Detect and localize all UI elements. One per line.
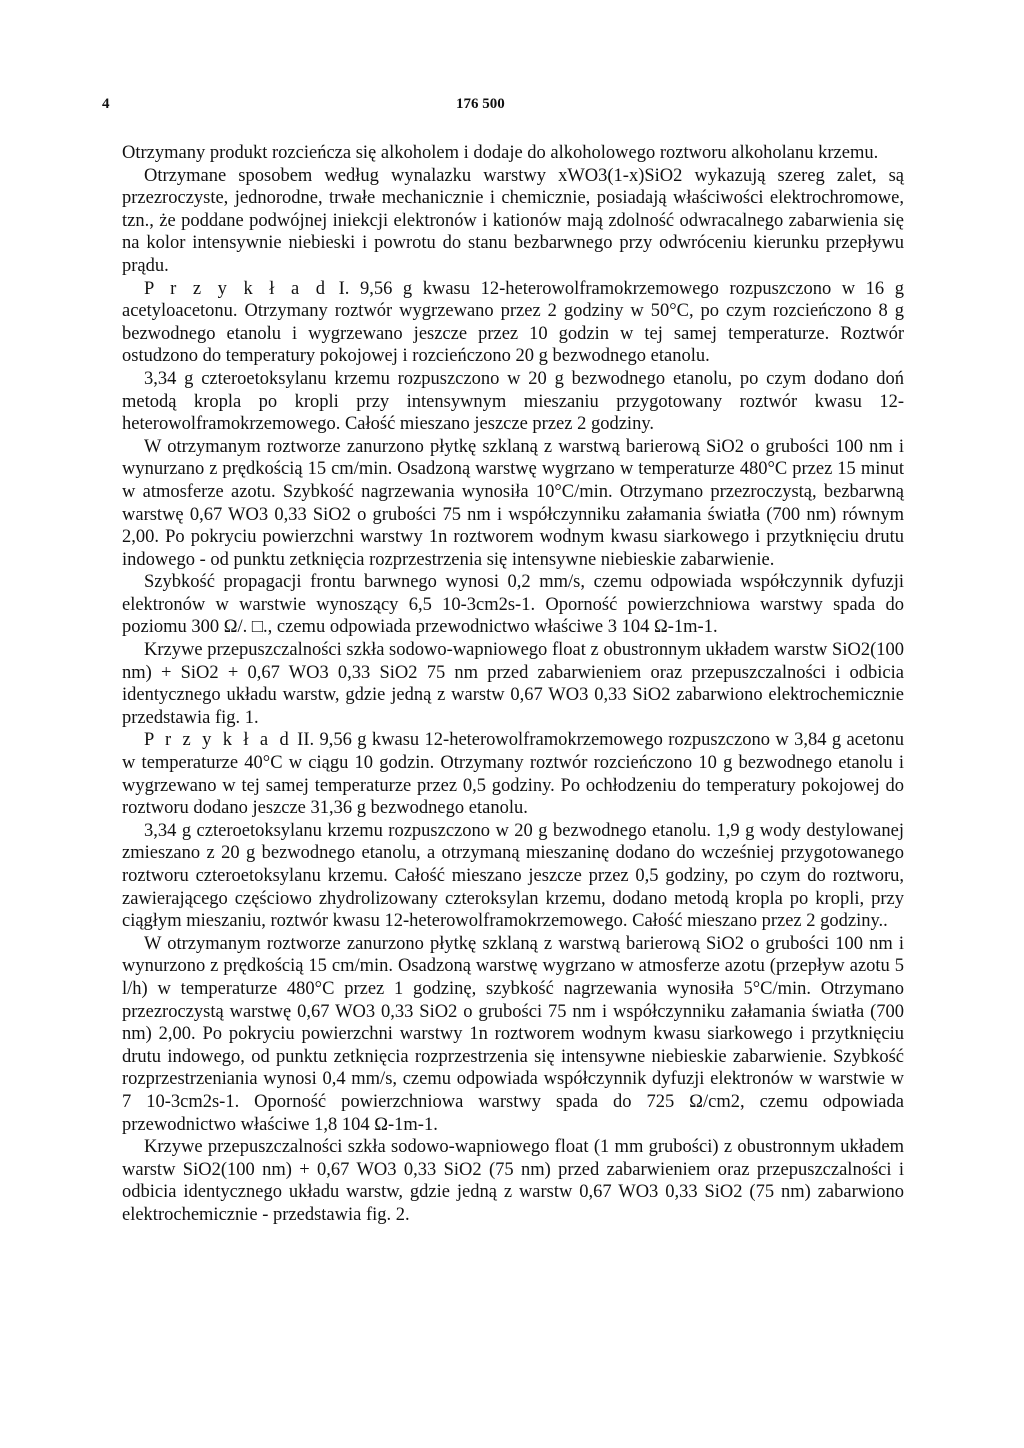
document-body — [122, 142, 904, 1227]
example-label: P r z y k ł a d — [144, 730, 292, 751]
paragraph: W otrzymanym roztworze zanurzono płytkę szklaną z warstwą barierową SiO2 o grubości 100 nm i wynurzono z prędkością 15 cm/min. Osadzoną warstwę wygrzano w atmosferze azotu (przepływ azotu 5 l/h) w temperaturze 480°C przez 1 godzinę, szybkość nagrzewania wynosiła 5°C/min. Otrzymano przezroczystą warstwę 0,67 WO3 0,33 SiO2 o grubości 75 nm i współczynniku załamania światła (700 nm) 2,00. Po pokryciu powierzchni warstwy 1n roztworem wodnym kwasu siarkowego i przytknięciu drutu indowego, od punktu zetknięcia rozprzestrzenia się intensywne niebieskie zabarwienie. Szybkość rozprzestrzeniania wynosi 0,4 mm/s, czemu odpowiada współczynnik dyfuzji elektronów w warstwie w 7 10-3cm2s-1. Oporność powierzchniowa warstwy spada do 725 Ω/cm2, czemu odpowiada przewodnictwo właściwe 1,8 104 Ω-1m-1. — [122, 933, 904, 1135]
paragraph-text: II. 9,56 g kwasu 12-heterowolframokrzemowego rozpuszczono w 3,84 g acetonu w temperaturze 40°C w ciągu 10 godzin. Otrzymany roztwór rozcieńczono 10 g bezwodnego etanolu i wygrzewano w tej samej temperaturze przez 0,5 godziny. Po ochłodzeniu do temperatury pokojowej do roztworu dodano jeszcze 31,36 g bezwodnego etanolu. — [122, 730, 905, 819]
paragraph: 3,34 g czteroetoksylanu krzemu rozpuszczono w 20 g bezwodnego etanolu. 1,9 g wody destylowanej zmieszano z 20 g bezwodnego etanolu, a otrzymaną mieszaninę dodano do wcześniej przygotowanego roztworu czteroetoksylanu krzemu. Całość mieszano jeszcze przez 0,5 godziny, po czym do roztworu, zawierającego częściowo zhydrolizowany czteroksylan krzemu, dodano metodą kropla po kropli, przy ciągłym mieszaniu, roztwór kwasu 12-heterowolframokrzemowego. Całość mieszano przez 2 godziny.. — [122, 820, 904, 932]
example-label: P r z y k ł a d — [144, 278, 329, 299]
page-number: 4 — [102, 96, 110, 112]
example-paragraph — [122, 729, 904, 819]
paragraph: Otrzymany produkt rozcieńcza się alkoholem i dodaje do alkoholowego roztworu alkoholanu krzemu. — [122, 143, 879, 163]
paragraph: Otrzymane sposobem według wynalazku warstwy xWO3(1-x)SiO2 wykazują szereg zalet, są przezroczyste, jednorodne, trwałe mechanicznie i chemicznie, posiadają właściwości elektrochromowe, tzn., że poddane podwójnej iniekcji elektronów i kationów mają zdolność odwracalnego zabarwienia się na kolor intensywnie niebieski i powrotu do stanu bezbarwnego przy odwróceniu kierunku przepływu prądu. — [122, 165, 904, 276]
paragraph-text: I. 9,56 g kwasu 12-heterowolframokrzemowego rozpuszczono w 16 g acetyloacetonu. Otrzymany roztwór wygrzewano przez 2 godziny w 50°C, po czym rozcieńczono 8 g bezwodnego etanolu i wygrzewano jeszcze przez 10 godzin w tej samej temperaturze. Roztwór ostudzono do temperatury pokojowej i rozcieńczono 20 g bezwodnego etanolu. — [122, 278, 905, 367]
page-header — [0, 96, 1024, 118]
paragraph: Krzywe przepuszczalności szkła sodowo-wapniowego float (1 mm grubości) z obustronnym układem warstw SiO2(100 nm) + 0,67 WO3 0,33 SiO2 (75 nm) przed zabarwieniem oraz przepuszczalności i odbicia identycznego układu warstw, gdzie jedną z warstw 0,67 WO3 0,33 SiO2 (75 nm) zabarwiono elektrochemicznie - przedstawia fig. 2. — [122, 1137, 904, 1225]
paragraph: Szybkość propagacji frontu barwnego wynosi 0,2 mm/s, czemu odpowiada współczynnik dyfuzji elektronów w warstwie wynoszący 6,5 10-3cm2s-1. Oporność powierzchniowa warstwy spada do poziomu 300 Ω/. □., czemu odpowiada przewodnictwo właściwe 3 104 Ω-1m-1. — [122, 572, 904, 638]
paragraph: Krzywe przepuszczalności szkła sodowo-wapniowego float z obustronnym układem warstw SiO2(100 nm) + SiO2 + 0,67 WO3 0,33 SiO2 75 nm przed zabarwieniem oraz przepuszczalności i odbicia identycznego układu warstw, gdzie jedną z warstw 0,67 WO3 0,33 SiO2 zabarwiono elektrochemicznie przedstawia fig. 1. — [122, 640, 904, 728]
example-paragraph — [122, 278, 904, 368]
paragraph: W otrzymanym roztworze zanurzono płytkę szklaną z warstwą barierową SiO2 o grubości 100 nm i wynurzano z prędkością 15 cm/min. Osadzoną warstwę wygrzano w temperaturze 480°C przez 15 minut w atmosferze azotu. Szybkość nagrzewania wynosiła 10°C/min. Otrzymano przezroczystą, bezbarwną warstwę 0,67 WO3 0,33 SiO2 o grubości 75 nm i współczynniku załamania światła (700 nm) równym 2,00. Po pokryciu powierzchni warstwy 1n roztworem wodnym kwasu siarkowego i przytknięciu drutu indowego - od punktu zetknięcia rozprzestrzenia się intensywne niebieskie zabarwienie. — [122, 436, 904, 570]
paragraph: 3,34 g czteroetoksylanu krzemu rozpuszczono w 20 g bezwodnego etanolu, po czym dodano doń metodą kropla po kropli przy intensywnym mieszaniu przygotowany roztwór kwasu 12-heterowolframokrzemowego. Całość mieszano jeszcze przez 2 godziny. — [122, 368, 904, 435]
patent-number: 176 500 — [456, 96, 505, 112]
